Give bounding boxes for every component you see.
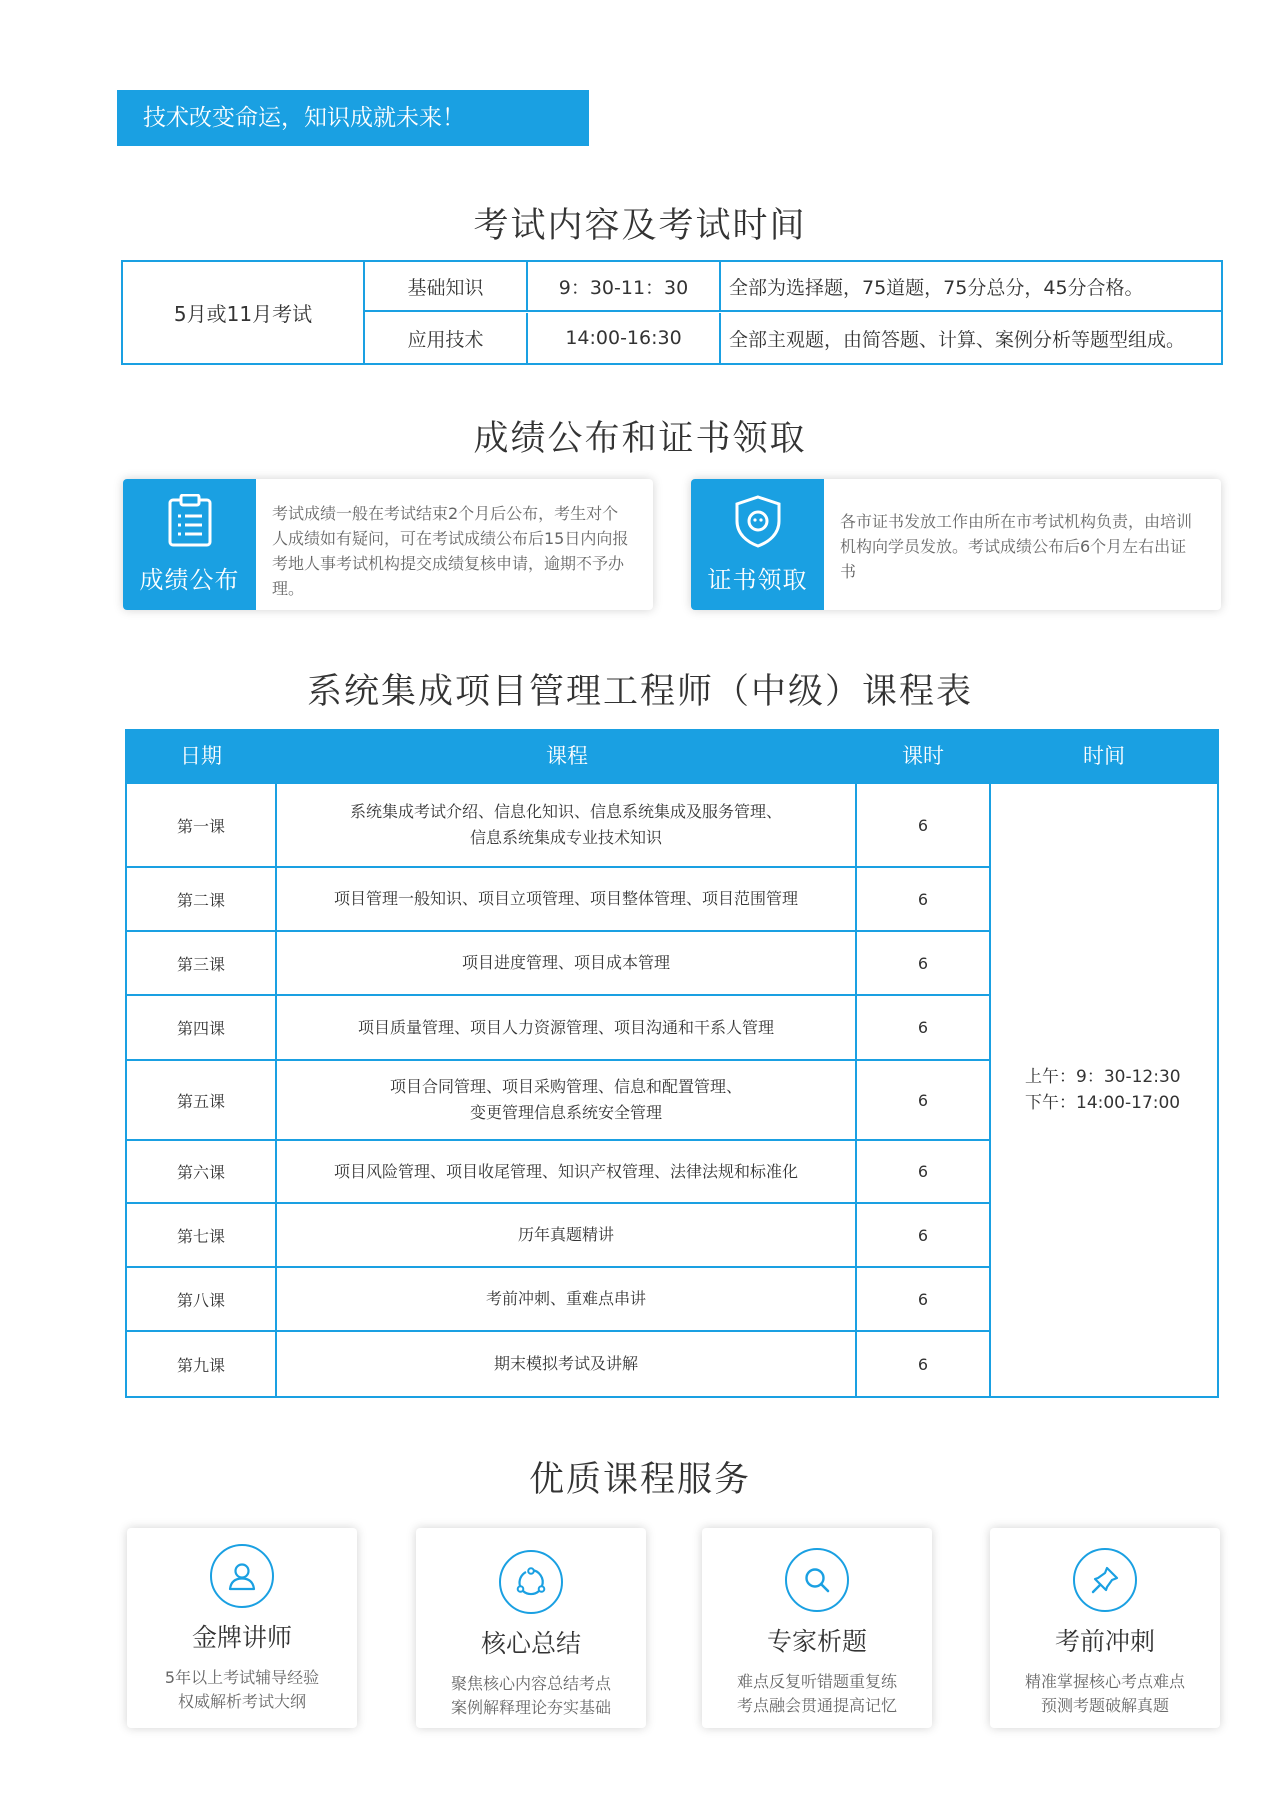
table-row (127, 1141, 989, 1204)
table-row (127, 996, 989, 1061)
service-card-sprint (990, 1528, 1220, 1728)
morning-time: 上午：9：30-12:30 (1025, 1067, 1181, 1087)
certificate-text: 各市证书发放工作由所在市考试机构负责，由培训机构向学员发放。考试成绩公布后6个月左右出证书 (840, 512, 1193, 581)
service-line: 5年以上考试辅导经验 (164, 1668, 320, 1687)
row-day: 第五课 (127, 1061, 277, 1139)
table-row (127, 1268, 989, 1332)
row-course: 项目风险管理、项目收尾管理、知识产权管理、法律法规和标准化 (277, 1141, 857, 1202)
row-day: 第六课 (127, 1141, 277, 1202)
service-card-summary (416, 1528, 646, 1728)
exam-subject: 应用技术 (365, 313, 528, 363)
row-hours: 6 (917, 889, 929, 909)
row-course: 项目质量管理、项目人力资源管理、项目沟通和干系人管理 (277, 996, 857, 1059)
table-row (127, 1332, 989, 1396)
table-row (127, 932, 989, 996)
row-course: 项目进度管理、项目成本管理 (277, 932, 857, 994)
teacher-icon (210, 1544, 274, 1608)
row-hours: 6 (917, 815, 929, 835)
score-release-badge (123, 479, 256, 610)
table-row (127, 784, 989, 868)
exam-subject: 基础知识 (365, 262, 528, 310)
header-course: 课程 (546, 744, 588, 768)
service-line: 案例解释理论夯实基础 (450, 1698, 611, 1717)
row-day: 第二课 (127, 868, 277, 930)
score-release-label: 成绩公布 (139, 566, 240, 594)
row-hours: 6 (917, 1018, 929, 1037)
row-day: 第四课 (127, 996, 277, 1059)
header-hours: 课时 (902, 744, 944, 768)
row-hours: 6 (917, 1225, 929, 1245)
results-section-title: 成绩公布和证书领取 (473, 419, 807, 459)
table-row (127, 1204, 989, 1268)
row-course: 历年真题精讲 (277, 1204, 857, 1266)
certificate-badge (691, 479, 824, 610)
class-time (989, 784, 1217, 1396)
row-hours: 6 (917, 1289, 929, 1309)
header-date: 日期 (180, 744, 222, 768)
core-summary-icon (499, 1550, 563, 1614)
row-course: 考前冲刺、重难点串讲 (277, 1268, 857, 1330)
score-release-text: 考试成绩一般在考试结束2个月后公布，考生对个人成绩如有疑问，可在考试成绩公布后15日内向报考地人事考试机构提交成绩复核申请，逾期不予办理。 (272, 504, 629, 598)
exam-time: 9：30-11：30 (528, 262, 721, 310)
service-line: 难点反复听错题重复练 (736, 1672, 897, 1691)
header-time: 时间 (1083, 744, 1125, 768)
service-card-analysis (702, 1528, 932, 1728)
service-line: 预测考题破解真题 (1040, 1696, 1169, 1715)
row-course: 项目管理一般知识、项目立项管理、项目整体管理、项目范围管理 (277, 868, 857, 930)
schedule-table (125, 729, 1219, 1398)
magnifier-icon (785, 1548, 849, 1612)
row-hours: 6 (917, 1090, 929, 1110)
service-line: 精准掌握核心考点难点 (1024, 1672, 1185, 1691)
table-row (127, 868, 989, 932)
shield-icon (732, 494, 784, 552)
service-line: 考点融会贯通提高记忆 (736, 1696, 897, 1715)
row-course: 系统集成考试介绍、信息化知识、信息系统集成及服务管理、 信息系统集成专业技术知识 (277, 784, 857, 866)
afternoon-time: 下午：14:00-17:00 (1025, 1093, 1181, 1113)
row-hours: 6 (917, 1162, 929, 1181)
row-hours: 6 (917, 1354, 929, 1374)
row-day: 第三课 (127, 932, 277, 994)
row-hours: 6 (917, 953, 929, 973)
services-section-title: 优质课程服务 (528, 1460, 751, 1500)
clipboard-icon (165, 494, 215, 552)
service-line: 聚焦核心内容总结考点 (450, 1674, 611, 1693)
row-day: 第七课 (127, 1204, 277, 1266)
service-title: 核心总结 (480, 1629, 581, 1658)
service-line: 权威解析考试大纲 (177, 1692, 306, 1711)
exam-time: 14:00-16:30 (528, 313, 721, 363)
exam-desc: 全部主观题，由简答题、计算、案例分析等题型组成。 (729, 328, 1186, 351)
exam-row (365, 313, 1221, 363)
row-day: 第八课 (127, 1268, 277, 1330)
certificate-label: 证书领取 (707, 566, 808, 594)
exam-row (365, 262, 1221, 312)
score-release-card (123, 479, 653, 610)
service-title: 金牌讲师 (191, 1623, 292, 1652)
exam-desc: 全部为选择题，75道题，75分总分，45分合格。 (729, 276, 1144, 299)
slogan-banner: 技术改变命运，知识成就未来！ (117, 90, 589, 146)
service-card-teacher (127, 1528, 357, 1728)
schedule-section-title: 系统集成项目管理工程师（中级）课程表 (306, 672, 973, 712)
schedule-header (125, 729, 1219, 784)
exam-table (121, 260, 1223, 365)
certificate-card (691, 479, 1221, 610)
table-row (127, 1061, 989, 1141)
pin-icon (1073, 1548, 1137, 1612)
row-course: 期末模拟考试及讲解 (277, 1332, 857, 1396)
row-course: 项目合同管理、项目采购管理、信息和配置管理、 变更管理信息系统安全管理 (277, 1061, 857, 1139)
row-day: 第一课 (127, 784, 277, 866)
service-title: 考前冲刺 (1054, 1627, 1155, 1656)
exam-section-title: 考试内容及考试时间 (473, 206, 807, 246)
service-title: 专家析题 (766, 1627, 867, 1656)
row-day: 第九课 (127, 1332, 277, 1396)
exam-date: 5月或11月考试 (123, 262, 365, 363)
